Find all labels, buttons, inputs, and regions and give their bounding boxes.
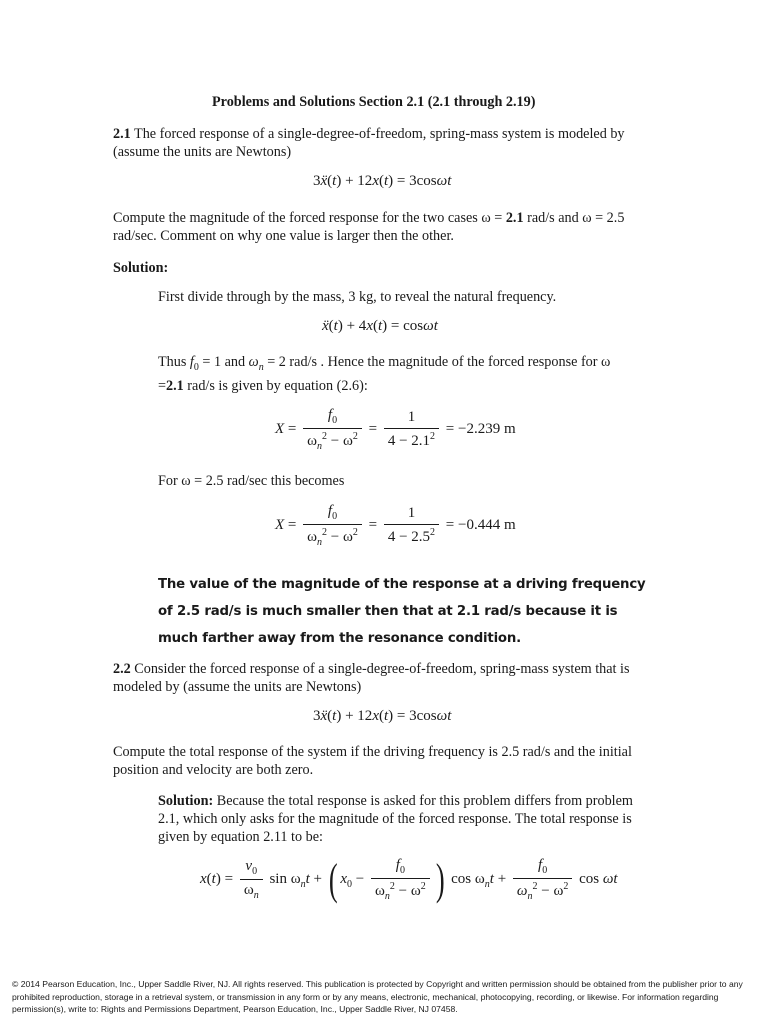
text: Thus (158, 354, 187, 370)
result-value: = −0.444 m (445, 516, 516, 533)
problem-number: 2.1 (113, 126, 131, 142)
solution-text: Because the total response is asked for this problem differs from problem 2.1, which only asks for the magnitude of the forced response. The total response is given by equation 2.11 to be: (158, 793, 633, 845)
total-response-equation: x(t) = $\frac{v_0}{\omega_n}$ $\sin \omega_nt$ + ( $x_0$ − $\frac{f_0}{\omega_n^2 - \omega^2}$ ) $\cos \omega_nt$ + $\frac{f_0}{\omega_n^2 - \omega^2}$ cos ωt (200, 854, 618, 904)
solution-step-2: Thus $f_0 = 1$ and $\omega_n = 2$ rad/s . Hence the magnitude of the forced response for ω =2.1 rad/s is given by equation (2.6): (158, 354, 611, 394)
equation-of-motion-1: 3ẍ(t) + 12x(t) = 3cosωt (313, 173, 452, 189)
solution-conclusion: The value of the magnitude of the response at a driving frequency of 2.5 rad/s is much smaller then that at 2.1 rad/s because it is much farther away from the resonance condition. (158, 577, 646, 646)
problem-2-2-solution (158, 792, 638, 846)
copyright-footer: © 2014 Pearson Education, Inc., Upper Saddle River, NJ. All rights reserved. This publication is protected by Copyright and written permission should be obtained from the publisher prior to any prohibited reproduction, storage in a retrieval system, or transmission in any form or by any means, electronic, mechanical, photocopying, recording, or likewise. For information regarding permission(s), write to: Rights and Permissions Department, Pearson Education, Inc., Upper Saddle River, NJ 07458. (12, 979, 743, 1014)
solution-step-3: For ω = 2.5 rad/sec this becomes (158, 473, 345, 489)
normalized-equation: ẍ(t) + 4x(t) = cosωt (322, 318, 438, 334)
solution-label: Solution: (113, 260, 169, 276)
problem-number: 2.2 (113, 661, 131, 677)
text: = (158, 377, 167, 394)
question-text: rad/s and ω = 2.5 rad/sec. Comment on why one value is larger then the other. (113, 210, 625, 244)
text: rad/s is given by equation (2.6): (187, 377, 368, 394)
problem-2-1-statement (113, 125, 653, 161)
solution-step-1: First divide through by the mass, 3 kg, to reveal the natural frequency. (158, 289, 557, 305)
problem-2-1-question (113, 209, 668, 245)
bold-value: 2.1 (166, 377, 184, 394)
text: = 2 rad/s . Hence the magnitude of the forced response for ω (267, 354, 611, 370)
question-text: Compute the magnitude of the forced response for the two cases ω = (113, 210, 503, 226)
magnitude-equation-2: X = $\frac{f_0}{\omega_n^2 - \omega^2}$ = $\frac{1}{4 - 2.5^2}$ = −0.444 m (275, 503, 516, 548)
problem-2-2-question: Compute the total response of the system if the driving frequency is 2.5 rad/s and the initial position and velocity are both zero. (113, 744, 632, 778)
equation-of-motion-2: 3ẍ(t) + 12x(t) = 3cosωt (313, 708, 452, 724)
problem-text: The forced response of a single-degree-of-freedom, spring-mass system is modeled by (assume the units are Newtons) (113, 126, 625, 160)
bold-value: 2.1 (505, 210, 524, 226)
result-value: = −2.239 m (445, 420, 516, 437)
problem-text: Consider the forced response of a single-degree-of-freedom, spring-mass system that is modeled by (assume the units are Newtons) (113, 661, 630, 695)
magnitude-equation-1: X = $\frac{f_0}{\omega_n^2 - \omega^2}$ = $\frac{1}{4 - 2.1^2}$ = −2.239 m (275, 407, 516, 452)
page-title: Problems and Solutions Section 2.1 (2.1 through 2.19) (212, 94, 536, 110)
text: = 1 and (202, 354, 246, 370)
problem-2-2-statement (113, 660, 653, 696)
solution-label: Solution: (158, 793, 214, 809)
